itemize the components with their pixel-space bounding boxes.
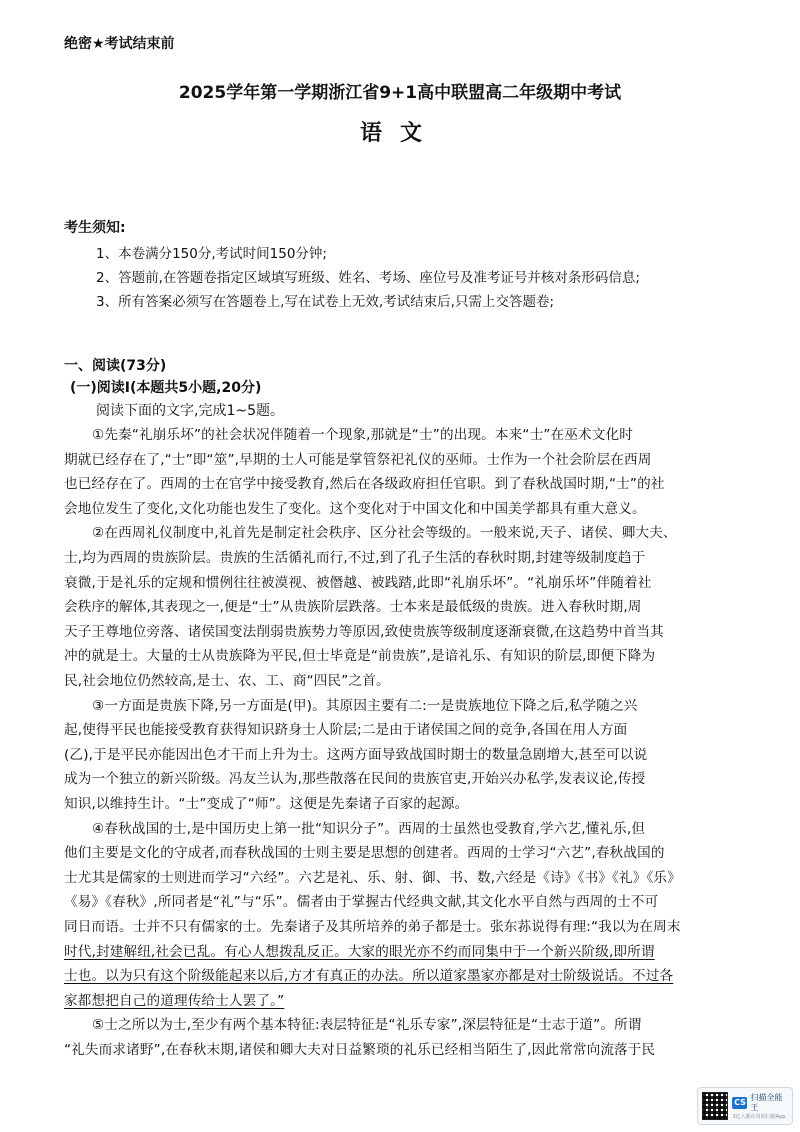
passage-line: 时代,封建解纽,社会已乱。有心人想拨乱反正。大家的眼光亦不约而同集中于一个新兴阶级,即所谓 — [64, 944, 655, 960]
passage-line: 会秩序的解体,其表现之一,便是“士”从贵族阶层跌落。士本来是最低级的贵族。进入春秋时期,周 — [64, 599, 642, 615]
passage-line: 天子王尊地位旁落、诸侯国变法削弱贵族势力等原因,致使贵族等级制度逐渐衰微,在这趋势中首当其 — [64, 624, 664, 640]
passage-line: ③一方面是贵族下降,另一方面是(甲)。其原因主要有二:一是贵族地位下降之后,私学随之兴 — [92, 698, 638, 714]
brand-name: 扫描全能王 — [750, 1092, 783, 1112]
passage-line: 冲的就是士。大量的士从贵族降为平民,但士毕竟是“前贵族”,是谙礼乐、有知识的阶层,即便下降为 — [64, 648, 656, 664]
camscanner-logo-icon: CS — [734, 1097, 746, 1107]
passage-line: 成为一个独立的新兴阶级。冯友兰认为,那些散落在民间的贵族官吏,开始兴办私学,发表议论,传授 — [64, 771, 646, 787]
passage-line: 《易》《春秋》,所同者是“礼”与“乐”。儒者由于掌握古代经典文献,其文化水平自然与西周的士不可 — [64, 894, 659, 910]
passage-line: (乙),于是平民亦能因出色才干而上升为士。这两方面导致战国时期士的数量急剧增大,甚至可以说 — [64, 747, 648, 763]
passage-line: 会地位发生了变化,文化功能也发生了变化。这个变化对于中国文化和中国美学都具有重大意义。 — [64, 501, 646, 517]
passage-line: ①先秦“礼崩乐坏”的社会状况伴随着一个现象,那就是“士”的出现。本来“士”在巫术文化时 — [92, 427, 633, 443]
exam-title: 2025学年第一学期浙江省9+1高中联盟高二年级期中考试 — [178, 83, 622, 103]
passage-line: 民,社会地位仍然较高,是士、农、工、商“四民”之首。 — [64, 673, 390, 689]
confidential-label: 绝密★考试结束前 — [64, 36, 175, 52]
notes-heading: 考生须知: — [64, 220, 126, 236]
passage-line: 衰微,于是礼乐的定规和惯例往往被漠视、被僭越、被践踏,此即“礼崩乐坏”。“礼崩乐坏”伴随着社 — [64, 575, 652, 591]
passage-line: 起,使得平民也能接受教育获得知识跻身士人阶层;二是由于诸侯国之间的竞争,各国在用人方面 — [64, 722, 628, 738]
passage-line: ②在西周礼仪制度中,礼首先是制定社会秩序、区分社会等级的。一般来说,天子、诸侯、卿大夫、 — [92, 525, 677, 541]
scanner-watermark — [697, 1087, 793, 1125]
passage-line: 士尤其是儒家的士则进而学习“六经”。六艺是礼、乐、射、御、书、数,六经是《诗》《书》《礼》《乐》 — [64, 870, 681, 886]
note-item: 2、答题前,在答题卷指定区域填写班级、姓名、考场、座位号及准考证号并核对条形码信息; — [96, 270, 640, 286]
passage-line: 士也。以为只有这个阶级能起来以后,方才有真正的办法。所以道家墨家亦都是对士阶级说话。不过各 — [64, 968, 674, 984]
passage-line: “礼失而求诸野”,在春秋末期,诸侯和卿大夫对日益繁琐的礼乐已经相当陌生了,因此常常向流落于民 — [64, 1042, 656, 1058]
note-item: 3、所有答案必须写在答题卷上,写在试卷上无效,考试结束后,只需上交答题卷; — [96, 294, 555, 310]
passage-line: 家都想把自己的道理传给士人罢了。” — [64, 993, 285, 1009]
note-item: 1、本卷满分150分,考试时间150分钟; — [96, 246, 327, 262]
section-title: 一、阅读(73分) — [64, 358, 167, 374]
passage-line: 期就已经存在了,“士”即“筮”,早期的士人可能是掌管祭祀礼仪的巫师。士作为一个社会阶层在西周 — [64, 452, 652, 468]
passage-line: ⑤士之所以为士,至少有两个基本特征:表层特征是“礼乐专家”,深层特征是“士志于道”。所谓 — [92, 1017, 642, 1033]
passage-line: 他们主要是文化的守成者,而春秋战国的士则主要是思想的创建者。西周的士学习“六艺”,春秋战国的 — [64, 845, 665, 861]
passage-line: 知识,以维持生计。“士”变成了“师”。这便是先秦诸子百家的起源。 — [64, 796, 469, 812]
subsection-title: (一)阅读Ⅰ(本题共5小题,20分) — [70, 380, 262, 396]
passage-line: 也已经存在了。西周的士在官学中接受教育,然后在各级政府担任官职。到了春秋战国时期,“士”的社 — [64, 476, 665, 492]
passage-line: ④春秋战国的士,是中国历史上第一批“知识分子”。西周的士虽然也受教育,学六艺,懂礼乐,但 — [92, 821, 646, 837]
subject-title: 语文 — [359, 121, 440, 146]
brand-tagline: 3亿人都在用的扫描App — [732, 1113, 786, 1120]
passage-line: 士,均为西周的贵族阶层。贵族的生活循礼而行,不过,到了孔子生活的春秋时期,封建等级制度趋于 — [64, 550, 646, 566]
instruction: 阅读下面的文字,完成1~5题。 — [96, 403, 284, 419]
passage-line: 同日而语。士并不只有儒家的士。先秦诸子及其所培养的弟子都是士。张东荪说得有理:“我以为在周末 — [64, 919, 681, 935]
qr-code-icon — [702, 1092, 728, 1120]
